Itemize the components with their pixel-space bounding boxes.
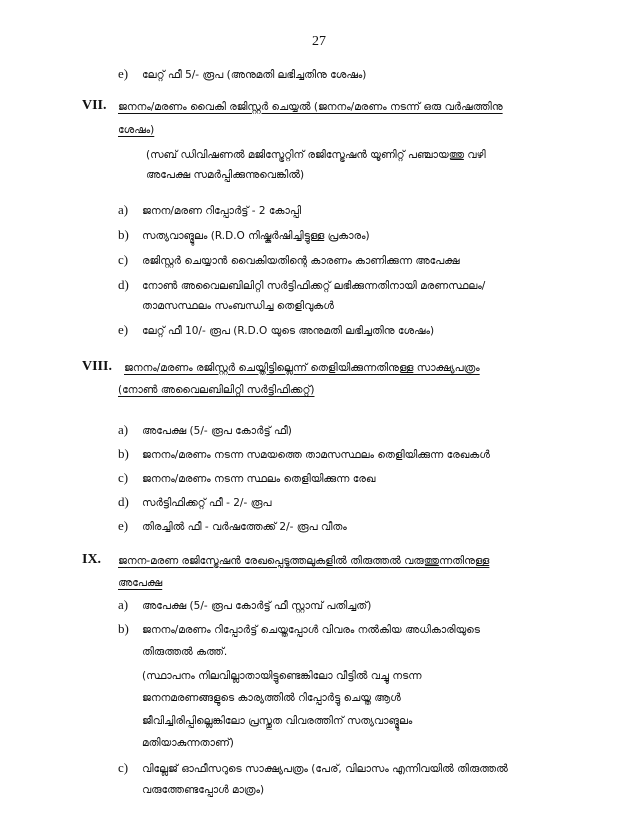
list-marker: b) — [118, 227, 129, 242]
list-item-text: ലേറ്റ് ഫീ 10/- രൂപ (R.D.O യുടെ അനുമതി ലഭിച്ചതിനു ശേഷം) — [142, 325, 435, 337]
list-item-text: വില്ലേജ് ഓഫീസറുടെ സാക്ഷ്യപത്രം (പേര്, വിലാസം എന്നിവയില്‍ തിരുത്തല്‍ — [142, 763, 508, 775]
list-marker: d) — [118, 277, 129, 292]
section-heading-cont: ശേഷം) — [118, 124, 155, 136]
list-item-text: ലേറ്റ് ഫീ 5/- രൂപ (അനുമതി ലഭിച്ചതിനു ശേഷം) — [142, 69, 367, 81]
list-item-text: അപേക്ഷ (5/- രൂപ കോര്‍ട്ട് ഫീ സ്റ്റാമ്പ് പതിച്ചത്) — [142, 600, 372, 612]
list-item-text: ജനനം/മരണം റിപ്പോര്‍ട്ട് ചെയ്തപ്പോള്‍ വിവരം നല്‍കിയ അധികാരിയുടെ — [142, 624, 480, 636]
section-numeral: VIII. — [82, 359, 112, 374]
list-item-text: നോണ്‍ അവൈലബിലിറ്റി സര്‍ട്ടിഫിക്കറ്റ് ലഭിക്കുന്നതിനായി മരണസ്ഥലം/ — [142, 280, 486, 292]
note-line: (സ്ഥാപനം നിലവില്ലാതായിട്ടുണ്ടെങ്കിലോ വീട്ടില്‍ വച്ചു നടന്ന — [142, 670, 422, 682]
list-item-text: രജിസ്റ്റര്‍ ചെയ്യാന്‍ വൈകിയതിന്റെ കാരണം കാണിക്കുന്ന അപേക്ഷ — [142, 255, 460, 267]
list-marker: c) — [118, 252, 129, 267]
section-heading-cont: അപേക്ഷ — [118, 577, 163, 589]
section-numeral: IX. — [82, 552, 102, 567]
list-marker: c) — [118, 760, 129, 775]
list-item-text: സത്യവാങ്മൂലം (R.D.O നിഷ്കര്‍ഷിച്ചിട്ടുള്ള പ്രകാരം) — [142, 230, 370, 242]
section-numeral: VII. — [82, 98, 107, 113]
section-heading: ജനന-മരണ രജിസ്ട്രേഷന്‍ രേഖപ്പെടുത്തലുകളില്‍ തിരുത്തല്‍ വരുത്തുന്നതിനുള്ള — [118, 555, 490, 567]
list-item-text: സര്‍ട്ടിഫിക്കറ്റ് ഫീ - 2/- രൂപ — [142, 497, 272, 509]
list-marker: a) — [118, 202, 129, 217]
list-marker: b) — [118, 621, 129, 636]
list-item-text-cont: വരുത്തേണ്ടപ്പോള്‍ മാത്രം) — [142, 784, 265, 796]
page-number: 27 — [312, 34, 326, 49]
section-heading-cont: (നോണ്‍ അവൈലബിലിറ്റി സര്‍ട്ടിഫിക്കറ്റ്) — [118, 384, 315, 396]
list-item-text-cont: താമസസ്ഥലം സംബന്ധിച്ച തെളിവുകള്‍ — [142, 300, 334, 312]
section-heading: ജനനം/മരണം വൈകി രജിസ്റ്റര്‍ ചെയ്യല്‍ (ജനനം/മരണം നടന്ന് ഒരു വര്‍ഷത്തിനു — [118, 101, 503, 113]
list-item-text-cont: തിരുത്തല്‍ കത്ത്. — [142, 646, 228, 658]
list-marker: e) — [118, 518, 129, 533]
list-marker: a) — [118, 422, 129, 437]
note-line: മതിയാകുന്നതാണ്) — [142, 737, 234, 749]
section-note: (സബ് ഡിവിഷണല്‍ മജിസ്ട്രേറ്റിന് രജിസ്ട്രേഷന്‍ യൂണിറ്റ് പഞ്ചായത്തു വഴി — [146, 149, 486, 161]
list-item-text: ജനന/മരണ റിപ്പോര്‍ട്ട് - 2 കോപ്പി — [142, 205, 302, 217]
section-heading: ജനനം/മരണം രജിസ്റ്റര്‍ ചെയ്തിട്ടില്ലെന്ന് തെളിയിക്കുന്നതിനുള്ള സാക്ഷ്യപത്രം — [124, 362, 480, 374]
list-marker: e) — [118, 66, 129, 81]
note-line: ജീവിച്ചിരിപ്പില്ലെങ്കിലോ പ്രസ്തുത വിവരത്തിന് സത്യവാങ്മൂലം — [142, 715, 413, 727]
list-marker: b) — [118, 446, 129, 461]
section-note-cont: അപേക്ഷ സമര്‍പ്പിക്കുന്നുവെങ്കില്‍) — [146, 169, 305, 181]
list-marker: c) — [118, 470, 129, 485]
list-marker: d) — [118, 494, 129, 509]
list-item-text: ജനനം/മരണം നടന്ന സമയത്തെ താമസസ്ഥലം തെളിയിക്കുന്ന രേഖകള്‍ — [142, 449, 490, 461]
list-item-text: അപേക്ഷ (5/- രൂപ കോര്‍ട്ട് ഫീ) — [142, 425, 292, 437]
list-marker: a) — [118, 597, 129, 612]
note-line: ജനനമരണങ്ങളുടെ കാര്യത്തില്‍ റിപ്പോര്‍ട്ടു ചെയ്ത ആള്‍ — [142, 692, 401, 704]
list-item-text: തിരച്ചില്‍ ഫീ - വര്‍ഷത്തേക്ക് 2/- രൂപ വീതം — [142, 521, 347, 533]
list-marker: e) — [118, 322, 129, 337]
list-item-text: ജനനം/മരണം നടന്ന സ്ഥലം തെളിയിക്കുന്ന രേഖ — [142, 473, 376, 485]
